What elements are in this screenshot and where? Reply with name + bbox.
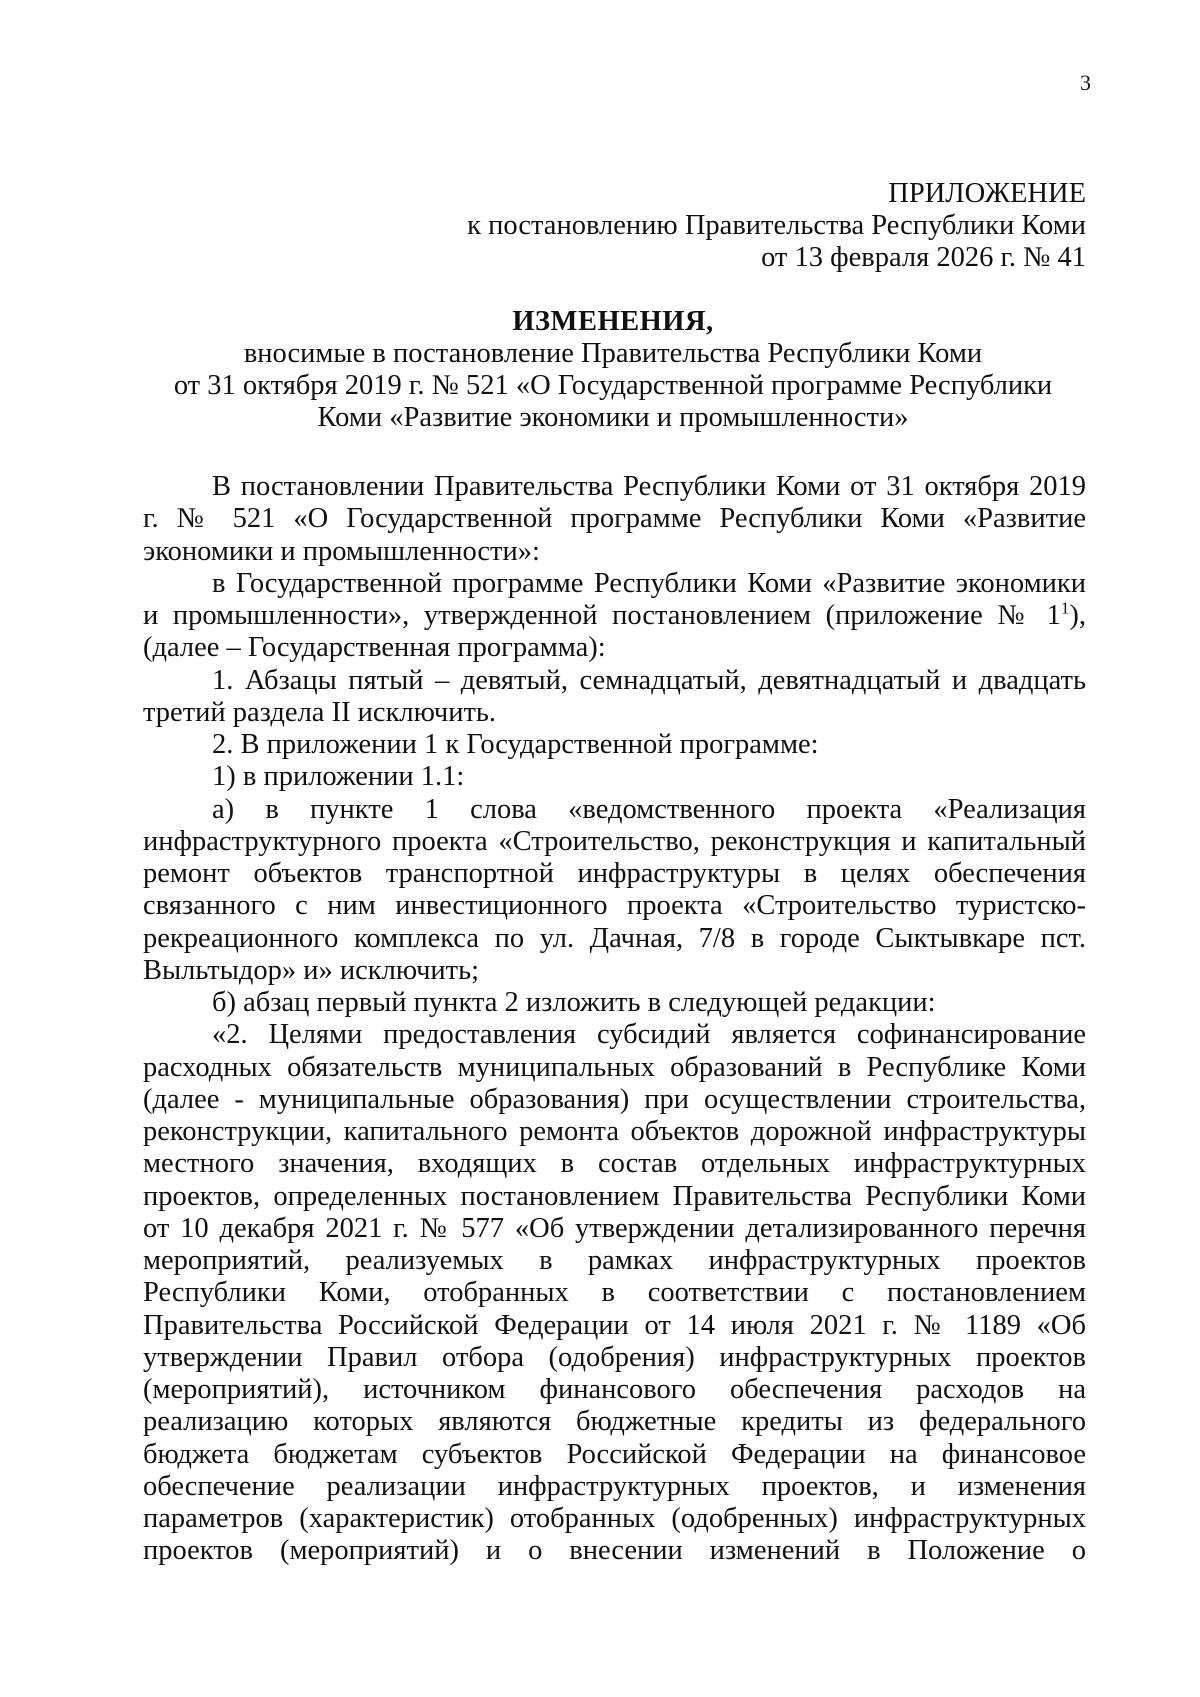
- body-paragraph-3: 1. Абзацы пятый – девятый, семнадцатый, девятнадцатый и двадцать третий раздела II исключить.: [143, 664, 1086, 728]
- heading-line-3: Коми «Развитие экономики и промышленности»: [317, 402, 909, 433]
- body-paragraph-2: [143, 568, 1086, 665]
- body-paragraph-6: а) в пункте 1 слова «ведомственного проекта «Реализация инфраструктурного проекта «Строительство, реконструкция и капитальный ремонт объектов транспортной инфраструктуры в целях обеспечения связанного с ним инвестиционного проекта «Строительство туристско-рекреационного комплекса по ул. Дачная, 7/8 в городе Сыктывкаре пст. Выльтыдор» и» исключить;: [143, 793, 1086, 986]
- body-paragraph-8: «2. Целями предоставления субсидий является софинансирование расходных обязательств муниципальных образований в Республике Коми (далее - муниципальные образования) при осуществлении строительства, реконструкции, капитального ремонта объектов дорожной инфраструктуры местного значения, входящих в состав отдельных инфраструктурных проектов, определенных постановлением Правительства Республики Коми от 10 декабря 2021 г. № 577 «Об утверждении детализированного перечня мероприятий, реализуемых в рамках инфраструктурных проектов Республики Коми, отобранных в соответствии с постановлением Правительства Российской Федерации от 14 июля 2021 г. № 1189 «Об утверждении Правил отбора (одобрения) инфраструктурных проектов (мероприятий), источником финансового обеспечения расходов на реализацию которых являются бюджетные кредиты из федерального бюджета бюджетам субъектов Российской Федерации на финансовое обеспечение реализации инфраструктурных проектов, и изменения параметров (характеристик) отобранных (одобренных) инфраструктурных проектов (мероприятий) и о внесении изменений в Положение о: [143, 1019, 1086, 1567]
- heading-line-2: от 31 октября 2019 г. № 521 «О Государственной программе Республики: [173, 370, 1053, 401]
- body-paragraph-4: 2. В приложении 1 к Государственной программе:: [212, 729, 819, 760]
- heading-line-1: вносимые в постановление Правительства Республики Коми: [243, 338, 983, 369]
- paragraph-2-text-b: ), (далее – Государственная программа):: [143, 600, 1086, 664]
- superscript-marker: 1: [1060, 598, 1070, 618]
- document-title: ИЗМЕНЕНИЯ,: [512, 306, 714, 337]
- appendix-label: ПРИЛОЖЕНИЕ: [888, 178, 1086, 209]
- document-heading: [140, 306, 1086, 434]
- page-number: 3: [1080, 70, 1091, 95]
- appendix-block: [467, 178, 1086, 274]
- appendix-date: от 13 февраля 2026 г. № 41: [761, 242, 1086, 273]
- body-paragraph-7: б) абзац первый пункта 2 изложить в следующей редакции:: [212, 987, 936, 1018]
- paragraph-2-text-a: в Государственной программе Республики Коми «Развитие экономики и промышленности», утвержденной постановлением (приложение № 1: [143, 567, 1086, 631]
- document-body: [143, 471, 1086, 1568]
- appendix-reference: к постановлению Правительства Республики Коми: [467, 210, 1086, 241]
- body-paragraph-5: 1) в приложении 1.1:: [212, 761, 465, 793]
- body-paragraph-1: В постановлении Правительства Республики Коми от 31 октября 2019 г. № 521 «О Государственной программе Республики Коми «Развитие экономики и промышленности»:: [143, 471, 1086, 567]
